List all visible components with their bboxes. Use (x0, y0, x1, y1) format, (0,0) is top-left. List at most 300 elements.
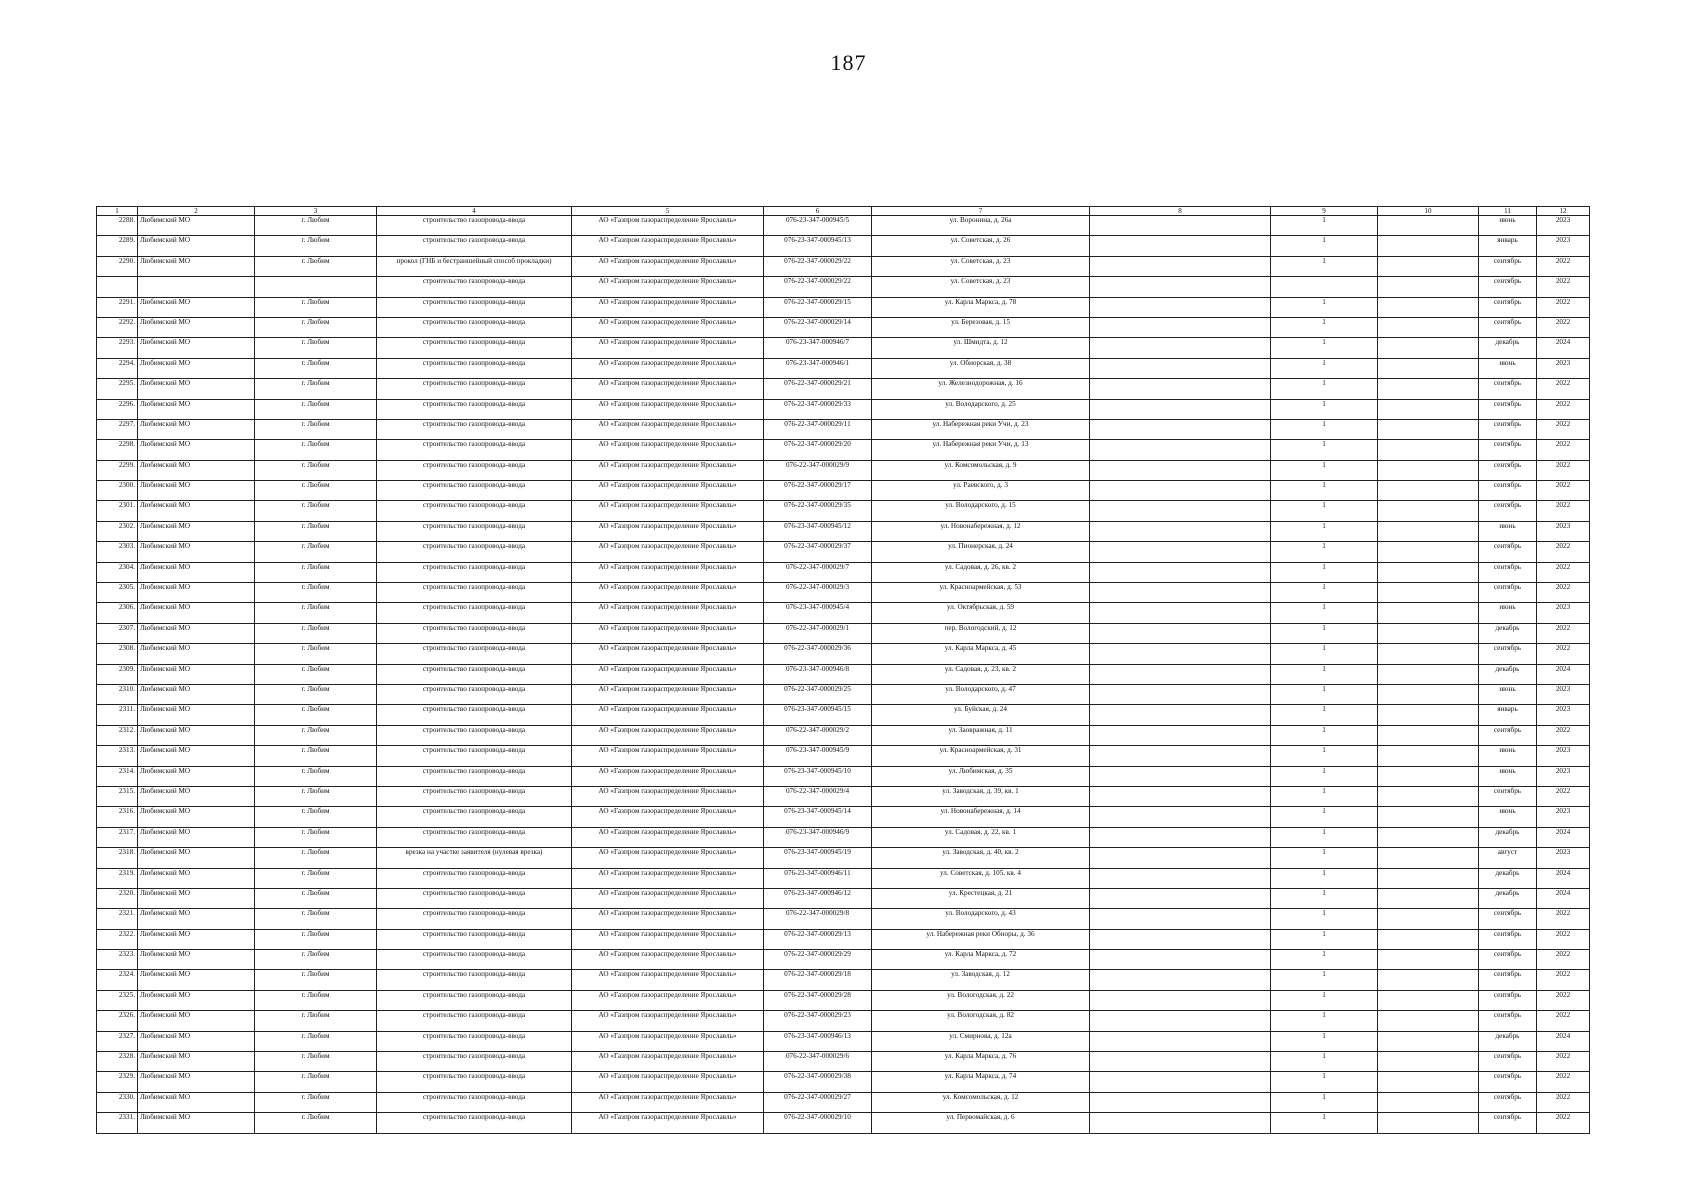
locality-cell: г. Любим (255, 481, 377, 501)
table-row (97, 868, 1590, 888)
address-cell: ул. Октябрьская, д. 59 (872, 603, 1090, 623)
contract-number-cell: 076-22-347-000029/1 (764, 623, 872, 643)
row-number-cell: 2295. (97, 379, 138, 399)
column-10-cell (1378, 379, 1479, 399)
work-type-cell: строительство газопровода-ввода (377, 297, 572, 317)
organization-cell: АО «Газпром газораспределение Ярославль» (572, 379, 764, 399)
municipality-cell: Любимский МО (138, 807, 255, 827)
municipality-cell: Любимский МО (138, 1092, 255, 1112)
contract-number-cell: 076-22-347-000029/13 (764, 929, 872, 949)
row-number-cell: 2323. (97, 950, 138, 970)
address-cell: ул. Красноармейская, д. 53 (872, 583, 1090, 603)
locality-cell: г. Любим (255, 807, 377, 827)
column-10-cell (1378, 399, 1479, 419)
quantity-cell: 1 (1271, 684, 1378, 704)
quantity-cell: 1 (1271, 950, 1378, 970)
municipality-cell: Любимский МО (138, 644, 255, 664)
address-cell: ул. Новонабережная, д. 12 (872, 521, 1090, 541)
locality-cell: г. Любим (255, 1031, 377, 1051)
year-cell: 2023 (1537, 358, 1590, 378)
column-8-cell (1090, 1072, 1271, 1092)
organization-cell: АО «Газпром газораспределение Ярославль» (572, 929, 764, 949)
table-row (97, 1031, 1590, 1051)
month-cell: декабрь (1479, 868, 1537, 888)
year-cell: 2023 (1537, 236, 1590, 256)
quantity-cell: 1 (1271, 297, 1378, 317)
municipality-cell: Любимский МО (138, 929, 255, 949)
table-row (97, 1113, 1590, 1133)
month-cell: январь (1479, 236, 1537, 256)
quantity-cell: 1 (1271, 623, 1378, 643)
year-cell: 2022 (1537, 542, 1590, 562)
row-number-cell: 2306. (97, 603, 138, 623)
address-cell: ул. Новонабережная, д. 14 (872, 807, 1090, 827)
quantity-cell: 1 (1271, 827, 1378, 847)
work-type-cell: строительство газопровода-ввода (377, 562, 572, 582)
column-10-cell (1378, 440, 1479, 460)
municipality-cell: Любимский МО (138, 1113, 255, 1133)
address-cell: ул. Крестецкая, д. 21 (872, 888, 1090, 908)
column-10-cell (1378, 868, 1479, 888)
address-cell: ул. Володарского, д. 43 (872, 909, 1090, 929)
column-10-cell (1378, 1113, 1479, 1133)
contract-number-cell: 076-22-347-000029/27 (764, 1092, 872, 1112)
contract-number-cell: 076-22-347-000029/3 (764, 583, 872, 603)
work-type-cell: строительство газопровода-ввода (377, 583, 572, 603)
column-8-cell (1090, 1113, 1271, 1133)
month-cell: сентябрь (1479, 419, 1537, 439)
year-cell: 2023 (1537, 705, 1590, 725)
column-10-cell (1378, 909, 1479, 929)
column-8-cell (1090, 1092, 1271, 1112)
table-row (97, 807, 1590, 827)
column-10-cell (1378, 848, 1479, 868)
year-cell: 2024 (1537, 888, 1590, 908)
locality-cell: г. Любим (255, 664, 377, 684)
row-number-cell: 2302. (97, 521, 138, 541)
column-10-cell (1378, 1092, 1479, 1112)
row-number-cell: 2301. (97, 501, 138, 521)
work-type-cell: строительство газопровода-ввода (377, 521, 572, 541)
work-type-cell: строительство газопровода-ввода (377, 216, 572, 236)
address-cell: ул. Карла Маркса, д. 72 (872, 950, 1090, 970)
quantity-cell: 1 (1271, 501, 1378, 521)
column-10-cell (1378, 583, 1479, 603)
address-cell: ул. Володарского, д. 25 (872, 399, 1090, 419)
work-type-cell: строительство газопровода-ввода (377, 358, 572, 378)
address-cell: ул. Володарского, д. 15 (872, 501, 1090, 521)
column-10-cell (1378, 725, 1479, 745)
address-cell: ул. Заводская, д. 12 (872, 970, 1090, 990)
organization-cell: АО «Газпром газораспределение Ярославль» (572, 256, 764, 276)
column-8-cell (1090, 970, 1271, 990)
locality-cell: г. Любим (255, 1011, 377, 1031)
work-type-cell: строительство газопровода-ввода (377, 664, 572, 684)
quantity-cell: 1 (1271, 909, 1378, 929)
locality-cell: г. Любим (255, 399, 377, 419)
column-8-cell (1090, 256, 1271, 276)
contract-number-cell: 076-23-347-000945/9 (764, 746, 872, 766)
locality-cell: г. Любим (255, 1113, 377, 1133)
address-cell: ул. Комсомольская, д. 12 (872, 1092, 1090, 1112)
row-number-cell: 2303. (97, 542, 138, 562)
municipality-cell: Любимский МО (138, 440, 255, 460)
column-8-cell (1090, 358, 1271, 378)
year-cell: 2022 (1537, 297, 1590, 317)
year-cell: 2022 (1537, 950, 1590, 970)
municipality-cell: Любимский МО (138, 725, 255, 745)
quantity-cell: 1 (1271, 868, 1378, 888)
column-8-cell (1090, 440, 1271, 460)
work-type-cell: строительство газопровода-ввода (377, 399, 572, 419)
organization-cell: АО «Газпром газораспределение Ярославль» (572, 399, 764, 419)
column-header: 1 (97, 207, 138, 216)
year-cell: 2024 (1537, 827, 1590, 847)
quantity-cell: 1 (1271, 848, 1378, 868)
column-8-cell (1090, 746, 1271, 766)
quantity-cell: 1 (1271, 419, 1378, 439)
contract-number-cell: 076-22-347-000029/9 (764, 460, 872, 480)
column-10-cell (1378, 623, 1479, 643)
month-cell: январь (1479, 705, 1537, 725)
organization-cell: АО «Газпром газораспределение Ярославль» (572, 644, 764, 664)
column-8-cell (1090, 888, 1271, 908)
column-10-cell (1378, 501, 1479, 521)
column-10-cell (1378, 827, 1479, 847)
table-row (97, 623, 1590, 643)
locality-cell: г. Любим (255, 317, 377, 337)
locality-cell: г. Любим (255, 786, 377, 806)
row-number-cell: 2316. (97, 807, 138, 827)
municipality-cell: Любимский МО (138, 766, 255, 786)
year-cell: 2022 (1537, 460, 1590, 480)
locality-cell: г. Любим (255, 705, 377, 725)
table-row (97, 297, 1590, 317)
column-header: 8 (1090, 207, 1271, 216)
column-10-cell (1378, 807, 1479, 827)
table-row (97, 888, 1590, 908)
year-cell: 2022 (1537, 1092, 1590, 1112)
organization-cell: АО «Газпром газораспределение Ярославль» (572, 277, 764, 297)
month-cell: сентябрь (1479, 1052, 1537, 1072)
month-cell: сентябрь (1479, 277, 1537, 297)
work-type-cell: строительство газопровода-ввода (377, 481, 572, 501)
column-header: 4 (377, 207, 572, 216)
year-cell: 2022 (1537, 970, 1590, 990)
year-cell: 2024 (1537, 338, 1590, 358)
organization-cell: АО «Газпром газораспределение Ярославль» (572, 664, 764, 684)
municipality-cell: Любимский МО (138, 990, 255, 1010)
municipality-cell: Любимский МО (138, 317, 255, 337)
quantity-cell: 1 (1271, 460, 1378, 480)
organization-cell: АО «Газпром газораспределение Ярославль» (572, 807, 764, 827)
quantity-cell: 1 (1271, 1052, 1378, 1072)
work-type-cell: строительство газопровода-ввода (377, 1092, 572, 1112)
table-row (97, 909, 1590, 929)
table-row (97, 216, 1590, 236)
address-cell: ул. Заводская, д. 39, кв. 1 (872, 786, 1090, 806)
organization-cell: АО «Газпром газораспределение Ярославль» (572, 766, 764, 786)
row-number-cell: 2289. (97, 236, 138, 256)
address-cell: ул. Набережная реки Учи, д. 23 (872, 419, 1090, 439)
quantity-cell: 1 (1271, 317, 1378, 337)
quantity-cell: 1 (1271, 705, 1378, 725)
row-number-cell: 2312. (97, 725, 138, 745)
table-row (97, 1052, 1590, 1072)
month-cell: сентябрь (1479, 1113, 1537, 1133)
organization-cell: АО «Газпром газораспределение Ярославль» (572, 216, 764, 236)
month-cell: сентябрь (1479, 297, 1537, 317)
table-row (97, 521, 1590, 541)
contract-number-cell: 076-23-347-000945/13 (764, 236, 872, 256)
column-10-cell (1378, 562, 1479, 582)
column-10-cell (1378, 521, 1479, 541)
municipality-cell: Любимский МО (138, 562, 255, 582)
contract-number-cell: 076-22-347-000029/7 (764, 562, 872, 582)
address-cell: ул. Володарского, д. 47 (872, 684, 1090, 704)
year-cell: 2022 (1537, 256, 1590, 276)
column-10-cell (1378, 705, 1479, 725)
row-number-cell: 2319. (97, 868, 138, 888)
column-8-cell (1090, 379, 1271, 399)
month-cell: сентябрь (1479, 481, 1537, 501)
municipality-cell: Любимский МО (138, 379, 255, 399)
column-header: 3 (255, 207, 377, 216)
locality-cell: г. Любим (255, 236, 377, 256)
column-10-cell (1378, 664, 1479, 684)
table-row (97, 827, 1590, 847)
year-cell: 2023 (1537, 521, 1590, 541)
row-number-cell: 2311. (97, 705, 138, 725)
month-cell: август (1479, 848, 1537, 868)
column-8-cell (1090, 664, 1271, 684)
year-cell: 2023 (1537, 603, 1590, 623)
year-cell: 2022 (1537, 1011, 1590, 1031)
organization-cell: АО «Газпром газораспределение Ярославль» (572, 868, 764, 888)
column-10-cell (1378, 1031, 1479, 1051)
work-type-cell: строительство газопровода-ввода (377, 440, 572, 460)
quantity-cell: 1 (1271, 746, 1378, 766)
municipality-cell: Любимский МО (138, 684, 255, 704)
quantity-cell: 1 (1271, 256, 1378, 276)
municipality-cell: Любимский МО (138, 1072, 255, 1092)
column-8-cell (1090, 521, 1271, 541)
row-number-cell: 2328. (97, 1052, 138, 1072)
column-10-cell (1378, 1011, 1479, 1031)
address-cell: ул. Первомайская, д. 6 (872, 1113, 1090, 1133)
work-type-cell: строительство газопровода-ввода (377, 1113, 572, 1133)
month-cell: сентябрь (1479, 542, 1537, 562)
column-8-cell (1090, 542, 1271, 562)
column-10-cell (1378, 338, 1479, 358)
year-cell: 2022 (1537, 990, 1590, 1010)
month-cell: декабрь (1479, 338, 1537, 358)
organization-cell: АО «Газпром газораспределение Ярославль» (572, 1052, 764, 1072)
row-number-cell: 2307. (97, 623, 138, 643)
contract-number-cell: 076-23-347-000945/5 (764, 216, 872, 236)
address-cell: ул. Карла Маркса, д. 78 (872, 297, 1090, 317)
municipality-cell: Любимский МО (138, 868, 255, 888)
contract-number-cell: 076-22-347-000029/2 (764, 725, 872, 745)
locality-cell: г. Любим (255, 216, 377, 236)
address-cell: ул. Обнорская, д. 38 (872, 358, 1090, 378)
column-8-cell (1090, 623, 1271, 643)
organization-cell: АО «Газпром газораспределение Ярославль» (572, 603, 764, 623)
contract-number-cell: 076-22-347-000029/38 (764, 1072, 872, 1092)
column-10-cell (1378, 481, 1479, 501)
row-number-cell: 2326. (97, 1011, 138, 1031)
row-number-cell: 2320. (97, 888, 138, 908)
column-8-cell (1090, 1031, 1271, 1051)
gas-pipeline-registry-table (96, 206, 1590, 1134)
contract-number-cell: 076-23-347-000946/8 (764, 664, 872, 684)
month-cell: сентябрь (1479, 1011, 1537, 1031)
month-cell: сентябрь (1479, 970, 1537, 990)
month-cell: сентябрь (1479, 440, 1537, 460)
municipality-cell: Любимский МО (138, 1011, 255, 1031)
row-number-cell: 2291. (97, 297, 138, 317)
month-cell: декабрь (1479, 1031, 1537, 1051)
column-8-cell (1090, 868, 1271, 888)
column-10-cell (1378, 929, 1479, 949)
locality-cell: г. Любим (255, 766, 377, 786)
month-cell: сентябрь (1479, 317, 1537, 337)
row-number-cell: 2300. (97, 481, 138, 501)
address-cell: ул. Воронина, д. 26а (872, 216, 1090, 236)
year-cell: 2022 (1537, 317, 1590, 337)
address-cell: ул. Заовражная, д. 11 (872, 725, 1090, 745)
year-cell: 2024 (1537, 1031, 1590, 1051)
contract-number-cell: 076-22-347-000029/10 (764, 1113, 872, 1133)
table-row (97, 562, 1590, 582)
organization-cell: АО «Газпром газораспределение Ярославль» (572, 1113, 764, 1133)
row-number-cell: 2324. (97, 970, 138, 990)
municipality-cell: Любимский МО (138, 216, 255, 236)
address-cell: ул. Пионерская, д. 24 (872, 542, 1090, 562)
work-type-cell: строительство газопровода-ввода (377, 888, 572, 908)
quantity-cell: 1 (1271, 562, 1378, 582)
year-cell: 2022 (1537, 399, 1590, 419)
organization-cell: АО «Газпром газораспределение Ярославль» (572, 317, 764, 337)
quantity-cell (1271, 277, 1378, 297)
municipality-cell: Любимский МО (138, 786, 255, 806)
contract-number-cell: 076-23-347-000946/13 (764, 1031, 872, 1051)
municipality-cell: Любимский МО (138, 501, 255, 521)
organization-cell: АО «Газпром газораспределение Ярославль» (572, 583, 764, 603)
table-row (97, 684, 1590, 704)
column-8-cell (1090, 1052, 1271, 1072)
address-cell: ул. Заводская, д. 40, кв. 2 (872, 848, 1090, 868)
column-8-cell (1090, 644, 1271, 664)
organization-cell: АО «Газпром газораспределение Ярославль» (572, 990, 764, 1010)
organization-cell: АО «Газпром газораспределение Ярославль» (572, 786, 764, 806)
municipality-cell: Любимский МО (138, 1031, 255, 1051)
work-type-cell: строительство газопровода-ввода (377, 317, 572, 337)
column-8-cell (1090, 216, 1271, 236)
month-cell: сентябрь (1479, 644, 1537, 664)
work-type-cell: строительство газопровода-ввода (377, 603, 572, 623)
organization-cell: АО «Газпром газораспределение Ярославль» (572, 725, 764, 745)
address-cell: ул. Карла Маркса, д. 74 (872, 1072, 1090, 1092)
year-cell: 2022 (1537, 419, 1590, 439)
year-cell: 2022 (1537, 379, 1590, 399)
quantity-cell: 1 (1271, 888, 1378, 908)
column-header: 12 (1537, 207, 1590, 216)
locality-cell: г. Любим (255, 501, 377, 521)
address-cell: ул. Шмидта, д. 12 (872, 338, 1090, 358)
column-8-cell (1090, 460, 1271, 480)
work-type-cell: строительство газопровода-ввода (377, 379, 572, 399)
locality-cell: г. Любим (255, 521, 377, 541)
locality-cell: г. Любим (255, 583, 377, 603)
column-header: 7 (872, 207, 1090, 216)
column-8-cell (1090, 399, 1271, 419)
row-number-cell: 2308. (97, 644, 138, 664)
month-cell: июнь (1479, 766, 1537, 786)
month-cell: сентябрь (1479, 786, 1537, 806)
locality-cell: г. Любим (255, 929, 377, 949)
quantity-cell: 1 (1271, 583, 1378, 603)
contract-number-cell: 076-23-347-000945/12 (764, 521, 872, 541)
month-cell: сентябрь (1479, 583, 1537, 603)
contract-number-cell: 076-23-347-000945/19 (764, 848, 872, 868)
column-10-cell (1378, 542, 1479, 562)
contract-number-cell: 076-23-347-000945/15 (764, 705, 872, 725)
column-8-cell (1090, 786, 1271, 806)
quantity-cell: 1 (1271, 216, 1378, 236)
year-cell: 2022 (1537, 909, 1590, 929)
organization-cell: АО «Газпром газораспределение Ярославль» (572, 481, 764, 501)
locality-cell: г. Любим (255, 379, 377, 399)
address-cell: ул. Смирнова, д. 12а (872, 1031, 1090, 1051)
address-cell: ул. Садовая, д. 26, кв. 2 (872, 562, 1090, 582)
organization-cell: АО «Газпром газораспределение Ярославль» (572, 684, 764, 704)
address-cell: ул. Железнодорожная, д. 16 (872, 379, 1090, 399)
quantity-cell: 1 (1271, 1011, 1378, 1031)
locality-cell: г. Любим (255, 603, 377, 623)
organization-cell: АО «Газпром газораспределение Ярославль» (572, 562, 764, 582)
quantity-cell: 1 (1271, 664, 1378, 684)
year-cell: 2022 (1537, 1052, 1590, 1072)
column-header: 2 (138, 207, 255, 216)
municipality-cell: Любимский МО (138, 848, 255, 868)
work-type-cell: строительство газопровода-ввода (377, 868, 572, 888)
table-row (97, 725, 1590, 745)
organization-cell: АО «Газпром газораспределение Ярославль» (572, 419, 764, 439)
year-cell: 2024 (1537, 664, 1590, 684)
address-cell: ул. Набережная реки Учи, д. 13 (872, 440, 1090, 460)
table-row (97, 990, 1590, 1010)
month-cell: июнь (1479, 358, 1537, 378)
row-number-cell: 2310. (97, 684, 138, 704)
column-header: 11 (1479, 207, 1537, 216)
year-cell: 2022 (1537, 623, 1590, 643)
address-cell: ул. Советская, д. 23 (872, 256, 1090, 276)
column-8-cell (1090, 766, 1271, 786)
column-10-cell (1378, 684, 1479, 704)
column-header: 5 (572, 207, 764, 216)
row-number-cell: 2293. (97, 338, 138, 358)
contract-number-cell: 076-22-347-000029/14 (764, 317, 872, 337)
column-number-header-row (97, 207, 1590, 216)
locality-cell: г. Любим (255, 848, 377, 868)
locality-cell: г. Любим (255, 827, 377, 847)
locality-cell: г. Любим (255, 440, 377, 460)
row-number-cell: 2318. (97, 848, 138, 868)
municipality-cell: Любимский МО (138, 358, 255, 378)
quantity-cell: 1 (1271, 929, 1378, 949)
quantity-cell: 1 (1271, 481, 1378, 501)
